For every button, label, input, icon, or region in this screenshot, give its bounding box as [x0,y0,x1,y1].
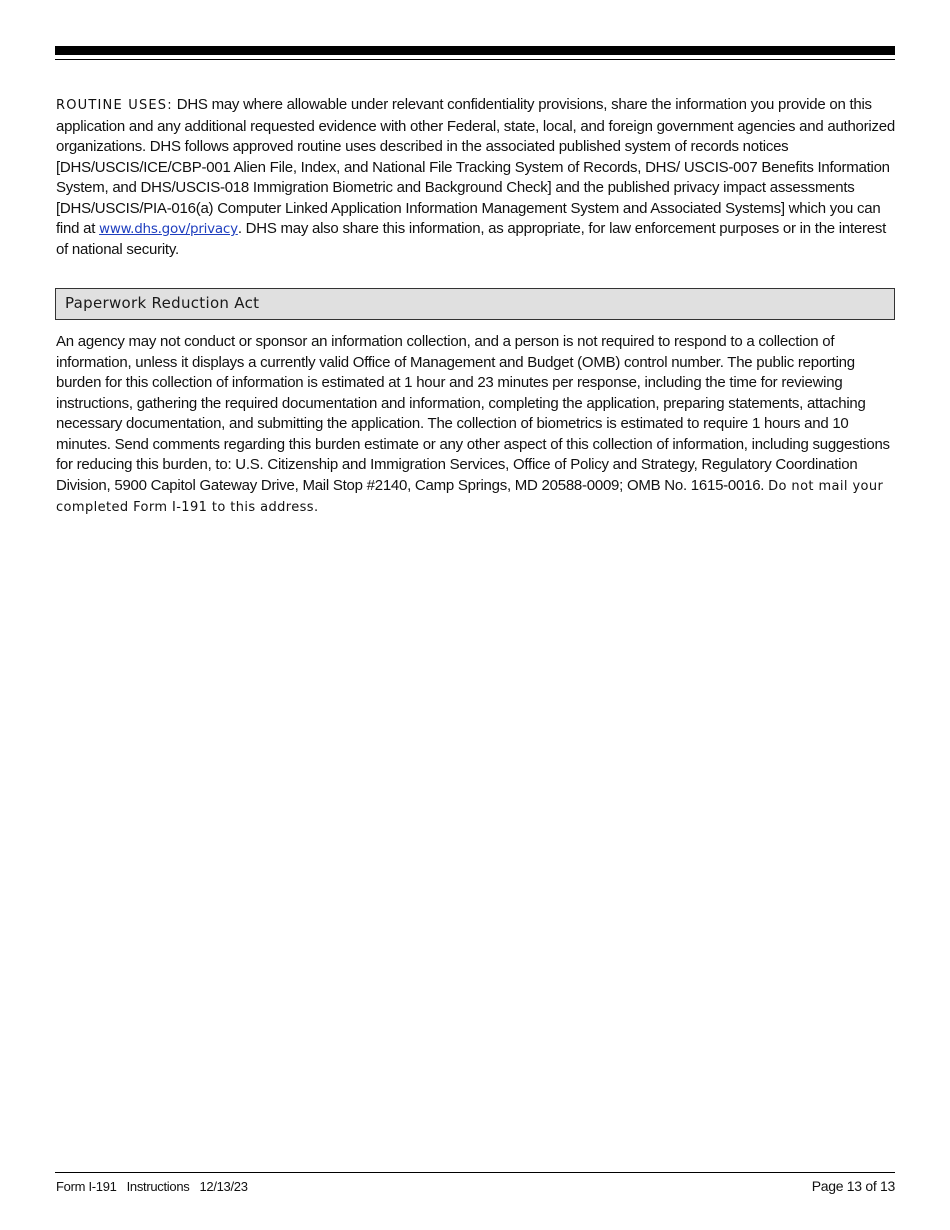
footer-rule [55,1172,895,1173]
footer-edition-date: 12/13/23 [199,1179,248,1194]
footer-form-info [56,1179,258,1194]
footer-doc-type: Instructions [126,1179,190,1194]
routine-uses-paragraph [56,95,896,260]
paperwork-section-header [55,288,895,320]
routine-uses-label: ROUTINE USES: [56,98,173,113]
top-thin-rule [55,59,895,60]
paperwork-paragraph [56,332,896,519]
privacy-link[interactable]: www.dhs.gov/privacy [99,221,238,237]
footer-form-name: Form I-191 [56,1179,117,1194]
routine-uses-text-1: DHS may where allowable under relevant confidentiality provisions, share the information you provide on this application and any additional requested evidence with other Federal, state, local, and foreign government agencies and authorized organizations. DHS follows approved routine uses described in the associated published system of records notices [DHS/USCIS/ICE/CBP-001 Alien File, Index, and National File Tracking System of Records, DHS/ USCIS-007 Benefits Information System, and DHS/USCIS-018 Immigration Biometric and Background Check] and the published privacy impact assessments [DHS/USCIS/PIA-016(a) Computer Linked Application Information Management System and Associated Systems] which you can find at [56,96,895,237]
section-title: Paperwork Reduction Act [65,294,260,312]
routine-uses-text-2: . DHS may also share this information, as appropriate, for law enforcement purposes or in the interest of national security. [56,220,886,258]
top-thick-rule [55,46,895,55]
footer-page-number: Page 13 of 13 [811,1178,895,1194]
mail-note: Do not mail your completed Form I-191 to this address. [56,478,884,515]
paperwork-text: An agency may not conduct or sponsor an information collection, and a person is not required to respond to a collection of information, unless it displays a currently valid Office of Management and Budget (OMB) control number. The public reporting burden for this collection of information is estimated at 1 hour and 23 minutes per response, including the time for reviewing instructions, gathering the required documentation and information, completing the application, preparing statements, attaching necessary documentation, and submitting the application. The collection of biometrics is estimated to require 1 hours and 10 minutes. Send comments regarding this burden estimate or any other aspect of this collection of information, including suggestions for reducing this burden, to: U.S. Citizenship and Immigration Services, Office of Policy and Strategy, Regulatory Coordination Division, 5900 Capitol Gateway Drive, Mail Stop #2140, Camp Springs, MD 20588-0009; OMB No. 1615-0016. [56,333,890,494]
